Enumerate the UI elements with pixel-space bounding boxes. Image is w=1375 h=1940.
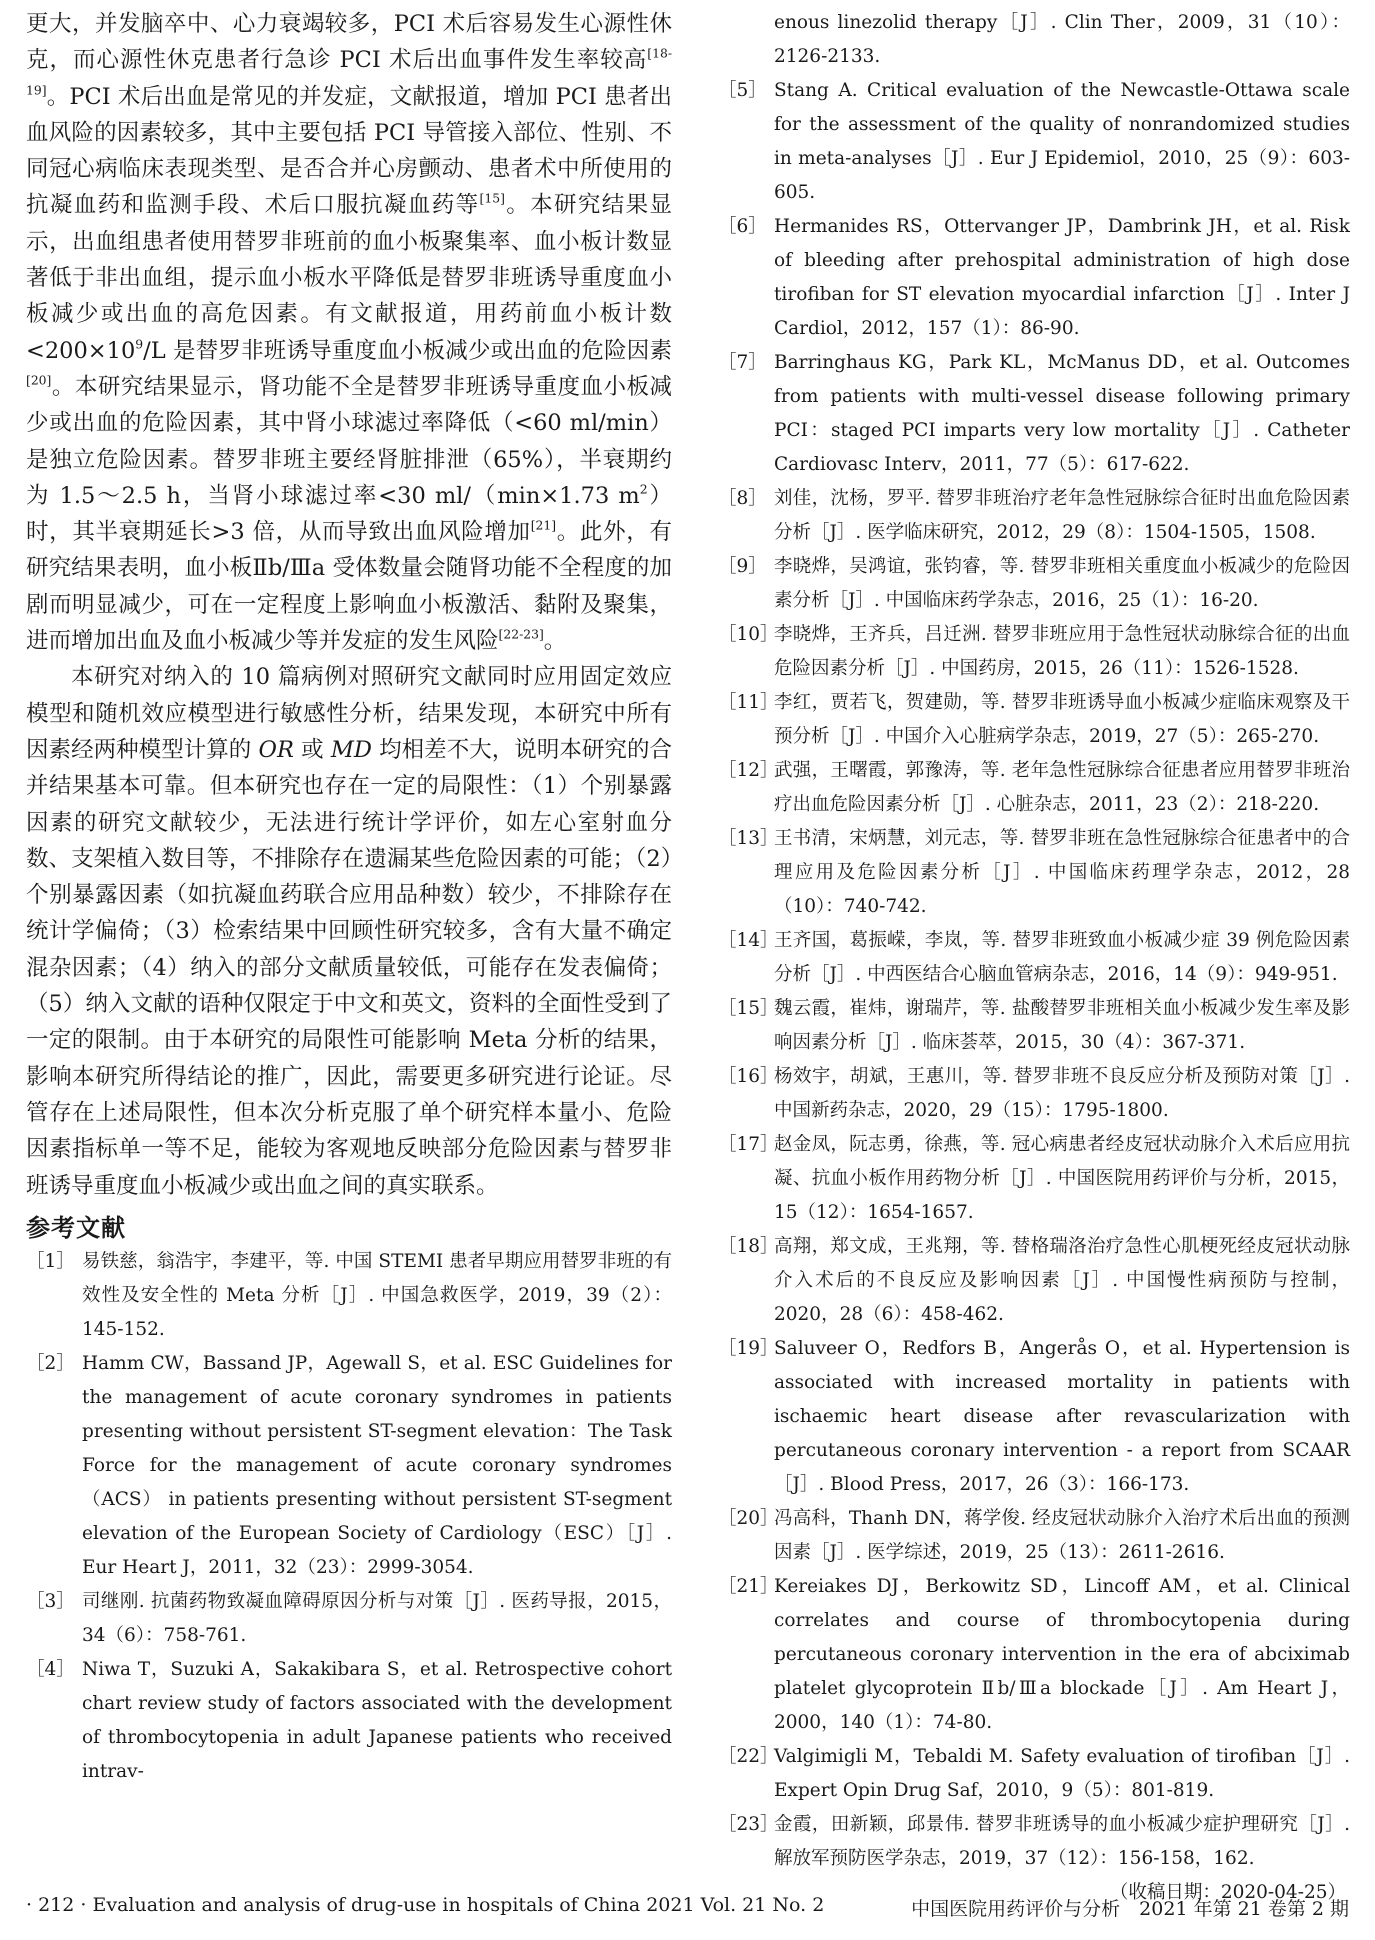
text-run: 。本研究结果显示，肾功能不全是替罗非班诱导重度血小板减少或出血的危险因素，其中肾小球滤过率降低（<60 ml/min）是独立危险因素。替罗非班主要经肾脏排泄（65%），半衰期约为 1.5～2.5 h，当肾小球滤过率<30 ml/（min×1.73 m [26, 373, 672, 509]
reference-text: 赵金凤，阮志勇，徐燕，等. 冠心病患者经皮冠状动脉介入术后应用抗凝、抗血小板作用药物分析［J］. 中国医院用药评价与分析，2015，15（12）：1654-1657. [774, 1134, 1350, 1223]
reference-text: Niwa T，Suzuki A，Sakakibara S，et al. Retrospective cohort chart review study of factors associated with the development of thrombocytopenia in adult Japanese patients who received intrav- [82, 1658, 672, 1782]
reference-item [718, 1502, 1350, 1570]
reference-number: ［23］ [718, 1814, 779, 1835]
reference-number: ［18］ [718, 1236, 779, 1257]
reference-text: 杨效宇，胡斌，王惠川，等. 替罗非班不良反应分析及预防对策［J］. 中国新药杂志，2020，29（15）：1795-1800. [774, 1066, 1350, 1121]
reference-number: ［22］ [718, 1746, 779, 1767]
reference-number: ［21］ [718, 1576, 779, 1597]
reference-item [718, 1570, 1350, 1740]
text-run: 。PCI 术后出血是常见的并发症，文献报道，增加 PCI 患者出血风险的因素较多，其中主要包括 PCI 导管接入部位、性别、不同冠心病临床表现类型、是否合并心房颤动、患者术中所使用的抗凝血药和监测手段、术后口服抗凝血药等 [26, 83, 672, 219]
reference-number: ［1］ [26, 1250, 75, 1272]
text-run: 或 [293, 736, 331, 763]
citation-superscript: [22-23] [498, 627, 544, 642]
reference-item [718, 618, 1350, 686]
footer-left: · 212 · Evaluation and analysis of drug-use in hospitals of China 2021 Vol. 21 No. 2 [26, 1894, 825, 1916]
reference-item [718, 210, 1350, 346]
text-run: 均相差不大，说明本研究的合并结果基本可靠。但本研究也存在一定的局限性：（1）个别暴露因素的研究文献较少，无法进行统计学评价，如左心室射血分数、支架植入数目等，不排除存在遗漏某些危险因素的可能；（2）个别暴露因素（如抗凝血药联合应用品种数）较少，不排除存在统计学偏倚；（3）检索结果中回顾性研究较多，含有大量不确定混杂因素；（4）纳入的部分文献质量较低，可能存在发表偏倚；（5）纳入文献的语种仅限定于中文和英文，资料的全面性受到了一定的限制。由于本研究的局限性可能影响 Meta 分析的结果，影响本研究所得结论的推广，因此，需要更多研究进行论证。尽管存在上述局限性，但本次分析克服了单个研究样本量小、危险因素指标单一等不足，能较为客观地反映部分危险因素与替罗非班诱导重度血小板减少或出血之间的真实联系。 [26, 736, 672, 1199]
reference-number: ［13］ [718, 828, 779, 849]
references-list-right [718, 74, 1350, 1876]
italic-term: OR [258, 736, 294, 763]
reference-number: ［15］ [718, 998, 779, 1019]
references-list-left [26, 1245, 672, 1789]
discussion-body [26, 6, 672, 1204]
reference-item [718, 924, 1350, 992]
reference-item [26, 1653, 672, 1789]
reference-item [718, 1740, 1350, 1808]
reference-item [718, 346, 1350, 482]
reference-item [718, 686, 1350, 754]
reference-4-continuation: enous linezolid therapy［J］. Clin Ther，2009，31（10）：2126-2133. [774, 12, 1350, 67]
reference-text: 易铁慈，翁浩宇，李建平，等. 中国 STEMI 患者早期应用替罗非班的有效性及安全性的 Meta 分析［J］. 中国急救医学，2019，39（2）：145-152. [82, 1250, 672, 1340]
reference-number: ［12］ [718, 760, 779, 781]
reference-text: Saluveer O，Redfors B，Angerås O，et al. Hypertension is associated with increased mortality in patients with ischaemic heart disease after revascularization with percutaneous coronary intervention - a report from SCAAR［J］. Blood Press，2017，26（3）：166-173. [774, 1338, 1350, 1495]
reference-number: ［3］ [26, 1590, 75, 1612]
reference-number: ［14］ [718, 930, 779, 951]
reference-text: 王书清，宋炳慧，刘元志，等. 替罗非班在急性冠脉综合征患者中的合理应用及危险因素分析［J］. 中国临床药理学杂志，2012，28（10）：740-742. [774, 828, 1350, 917]
reference-number: ［10］ [718, 624, 779, 645]
citation-superscript: [20] [26, 373, 52, 388]
reference-number: ［4］ [26, 1658, 75, 1680]
reference-item [26, 1245, 672, 1347]
reference-text: 刘佳，沈杨，罗平. 替罗非班治疗老年急性冠脉综合征时出血危险因素分析［J］. 医学临床研究，2012，29（8）：1504-1505，1508. [774, 488, 1350, 543]
citation-superscript: 2 [639, 482, 648, 497]
reference-item [718, 822, 1350, 924]
reference-text: 魏云霞，崔炜，谢瑞芹，等. 盐酸替罗非班相关血小板减少发生率及影响因素分析［J］. 临床荟萃，2015，30（4）：367-371. [774, 998, 1350, 1053]
reference-number: ［6］ [718, 216, 767, 237]
reference-item [718, 482, 1350, 550]
text-run: ）时，其半衰期延长>3 倍，从而导致出血风险增加 [26, 482, 672, 546]
right-column [718, 6, 1350, 1910]
reference-text: Kereiakes DJ，Berkowitz SD，Lincoff AM，et al. Clinical correlates and course of thrombocytopenia during percutaneous coronary intervention in the era of abciximab platelet glycoprotein Ⅱb/Ⅲa blockade［J］. Am Heart J，2000，140（1）：74-80. [774, 1576, 1350, 1733]
reference-item [718, 1060, 1350, 1128]
body-paragraph [26, 659, 672, 1203]
body-paragraph [26, 6, 672, 659]
reference-text: Valgimigli M，Tebaldi M. Safety evaluation of tirofiban［J］. Expert Opin Drug Saf，2010，9（5）：801-819. [774, 1746, 1350, 1801]
reference-text: 李晓烨，吴鸿谊，张钧睿，等. 替罗非班相关重度血小板减少的危险因素分析［J］. 中国临床药学杂志，2016，25（1）：16-20. [774, 556, 1350, 611]
reference-text: 高翔，郑文成，王兆翔，等. 替格瑞洛治疗急性心肌梗死经皮冠状动脉介入术后的不良反应及影响因素［J］. 中国慢性病预防与控制，2020，28（6）：458-462. [774, 1236, 1350, 1325]
reference-number: ［7］ [718, 352, 767, 373]
reference-text: Hermanides RS，Ottervanger JP，Dambrink JH，et al. Risk of bleeding after prehospital administration of high dose tirofiban for ST elevation myocardial infarction［J］. Inter J Cardiol，2012，157（1）：86-90. [774, 216, 1350, 339]
reference-number: ［11］ [718, 692, 779, 713]
reference-text: 冯高科，Thanh DN，蒋学俊. 经皮冠状动脉介入治疗术后出血的预测因素［J］. 医学综述，2019，25（13）：2611-2616. [774, 1508, 1350, 1563]
reference-number: ［5］ [718, 80, 767, 101]
italic-term: MD [330, 736, 372, 763]
reference-text: Barringhaus KG，Park KL，McManus DD，et al. Outcomes from patients with multi-vessel disease following primary PCI：staged PCI imparts very low mortality［J］. Catheter Cardiovasc Interv，2011，77（5）：617-622. [774, 352, 1350, 475]
text-run: 。 [543, 628, 567, 655]
reference-text: 王齐国，葛振嵘，李岚，等. 替罗非班致血小板减少症 39 例危险因素分析［J］. 中西医结合心脑血管病杂志，2016，14（9）：949-951. [774, 930, 1350, 985]
text-run: 。此外，有研究结果表明，血小板Ⅱb/Ⅲa 受体数量会随肾功能不全程度的加剧而明显减少，可在一定程度上影响血小板激活、黏附及聚集，进而增加出血及血小板减少等并发症的发生风险 [26, 519, 672, 655]
references-heading: 参考文献 [26, 1213, 126, 1242]
text-run: 本研究对纳入的 10 篇病例对照研究文献同时应用固定效应模型和随机效应模型进行敏感性分析，结果发现，本研究中所有因素经两种模型计算的 [26, 664, 672, 763]
text-run: 。本研究结果显示，出血组患者使用替罗非班前的血小板聚集率、血小板计数显著低于非出血组，提示血小板水平降低是替罗非班诱导重度血小板减少或出血的高危因素。有文献报道，用药前血小板计数<200×10 [26, 192, 672, 364]
reference-number: ［2］ [26, 1352, 75, 1374]
reference-item [718, 1332, 1350, 1502]
reference-text: Stang A. Critical evaluation of the Newcastle-Ottawa scale for the assessment of the quality of nonrandomized studies in meta-analyses［J］. Eur J Epidemiol，2010，25（9）：603-605. [774, 80, 1350, 203]
reference-number: ［16］ [718, 1066, 779, 1087]
reference-text: 司继刚. 抗菌药物致凝血障碍原因分析与对策［J］. 医药导报，2015，34（6）：758-761. [82, 1590, 672, 1646]
text-run: 更大，并发脑卒中、心力衰竭较多，PCI 术后容易发生心源性休克，而心源性休克患者行急诊 PCI 术后出血事件发生率较高 [26, 11, 672, 74]
citation-superscript: [15] [479, 192, 505, 207]
page-footer [26, 1894, 1349, 1921]
text-run: /L 是替罗非班诱导重度血小板减少或出血的危险因素 [143, 337, 672, 364]
citation-superscript: 9 [135, 337, 144, 352]
citation-superscript: [18-19] [26, 47, 672, 98]
citation-superscript: [21] [530, 518, 557, 533]
reference-number: ［20］ [718, 1508, 779, 1529]
reference-item [718, 1128, 1350, 1230]
reference-text: 李晓烨，王齐兵，吕迁洲. 替罗非班应用于急性冠状动脉综合征的出血危险因素分析［J］. 中国药房，2015，26（11）：1526-1528. [774, 624, 1350, 679]
reference-item [718, 1808, 1350, 1876]
reference-item [26, 1347, 672, 1585]
reference-item [718, 754, 1350, 822]
reference-item [718, 992, 1350, 1060]
footer-right: 中国医院用药评价与分析 2021 年第 21 卷第 2 期 [911, 1898, 1349, 1920]
reference-text: Hamm CW，Bassand JP，Agewall S，et al. ESC Guidelines for the management of acute coronary syndromes in patients presenting without persistent ST-segment elevation：The Task Force for the management of acute coronary syndromes（ACS） in patients presenting without persistent ST-segment elevation of the European Society of Cardiology（ESC）［J］. Eur Heart J，2011，32（23）：2999-3054. [82, 1352, 672, 1578]
reference-text: 金霞，田新颖，邱景伟. 替罗非班诱导的血小板减少症护理研究［J］. 解放军预防医学杂志，2019，37（12）：156-158，162. [774, 1814, 1350, 1869]
reference-number: ［19］ [718, 1338, 779, 1359]
left-column [26, 6, 672, 1789]
reference-number: ［17］ [718, 1134, 779, 1155]
reference-item [718, 550, 1350, 618]
reference-item [26, 1585, 672, 1653]
reference-text: 武强，王曙霞，郭豫涛，等. 老年急性冠脉综合征患者应用替罗非班治疗出血危险因素分析［J］. 心脏杂志，2011，23（2）：218-220. [774, 760, 1350, 815]
reference-item [718, 74, 1350, 210]
reference-item [718, 1230, 1350, 1332]
reference-number: ［8］ [718, 488, 767, 509]
received-date: （收稿日期：2020-04-25） [1109, 1882, 1346, 1903]
reference-number: ［9］ [718, 556, 767, 577]
reference-text: 李红，贾若飞，贺建勋，等. 替罗非班诱导血小板减少症临床观察及干预分析［J］. 中国介入心脏病学杂志，2019，27（5）：265-270. [774, 692, 1350, 747]
